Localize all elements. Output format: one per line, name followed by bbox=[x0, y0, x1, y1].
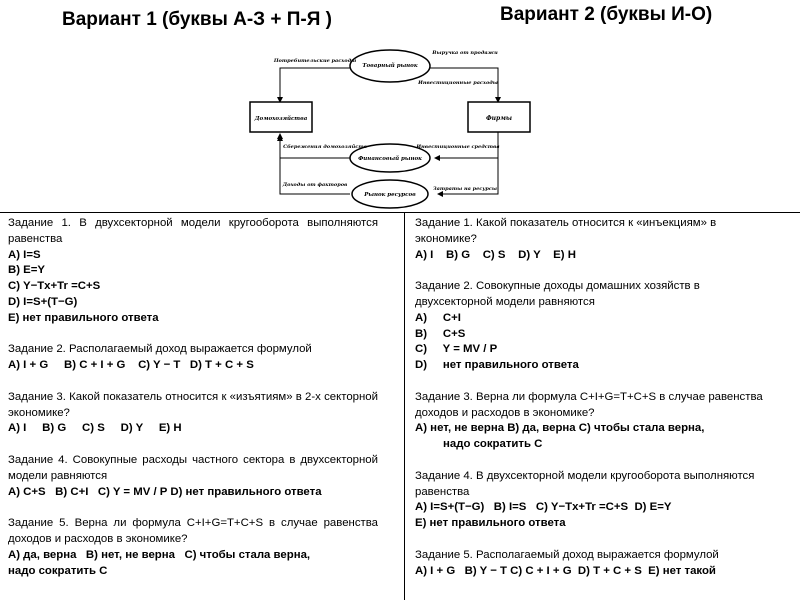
v1-task-1-text: В двухсекторной модели кругооборота выполняются равенства bbox=[8, 217, 378, 245]
v2-task-2 bbox=[415, 279, 775, 374]
v1-task-4-question bbox=[8, 453, 378, 485]
v2-task-3-question bbox=[415, 390, 775, 422]
consumer-spending-label: Потребительские расходы bbox=[273, 58, 357, 64]
v1-task-5 bbox=[8, 516, 378, 579]
circular-flow-diagram bbox=[240, 40, 540, 212]
v2-task-2-label: Задание 2. bbox=[415, 280, 473, 293]
v1-task-3-question bbox=[8, 390, 378, 422]
v1-task-3-text: Какой показатель относится к «изъятиям» в 2-х секторной экономике? bbox=[8, 390, 378, 419]
v2-task-1-label: Задание 1. bbox=[415, 217, 473, 229]
v2-task-5-options: A) I + G B) Y − T C) C + I + G D) T + C + S E) нет такой bbox=[415, 564, 716, 577]
v2-task-1-options: A) I B) G C) S D) Y E) H bbox=[415, 248, 576, 261]
v1-task-2-label: Задание 2. bbox=[8, 343, 66, 356]
v1-task-1-question bbox=[8, 216, 378, 248]
v2-task-5 bbox=[415, 548, 775, 580]
v2-task-5-question bbox=[415, 548, 775, 564]
resource-market-label: Рынок ресурсов bbox=[364, 192, 416, 198]
investment-spending-label: Инвестиционные расходы bbox=[418, 80, 498, 86]
v2-task-1 bbox=[415, 216, 775, 263]
horizontal-divider bbox=[0, 212, 800, 213]
variant1-tasks bbox=[8, 216, 378, 595]
v1-task-3-label: Задание 3. bbox=[8, 390, 66, 403]
goods-market-label: Товарный рынок bbox=[362, 63, 418, 69]
v2-task-5-text: Располагаемый доход выражается формулой bbox=[472, 548, 719, 561]
v1-task-4-text: Совокупные расходы частного сектора в двухсекторной модели равняются bbox=[8, 453, 378, 482]
vertical-divider bbox=[404, 212, 405, 600]
v2-task-4-options-line1: A) I=S+(T−G) B) I=S C) Y−Tx+Tr =C+S D) E=Y bbox=[415, 501, 672, 514]
v1-task-5-question bbox=[8, 516, 378, 548]
v1-task-5-text: Верна ли формула C+I+G=T+C+S в случае равенства доходов и расходов в экономике? bbox=[8, 517, 378, 545]
v1-task-4-label: Задание 4. bbox=[8, 453, 68, 466]
variant2-title: Вариант 2 (буквы И-О) bbox=[500, 4, 713, 25]
households-label: Домохозяйства bbox=[254, 116, 308, 122]
v1-task-2-question bbox=[8, 342, 378, 358]
v2-task-3-label: Задание 3. bbox=[415, 390, 473, 403]
v2-task-3 bbox=[415, 390, 775, 453]
v1-task-1-label: Задание 1. bbox=[8, 217, 71, 229]
resource-payments-label: Затраты на ресурсы bbox=[433, 186, 497, 192]
v1-task-3 bbox=[8, 390, 378, 437]
v2-task-1-question bbox=[415, 216, 775, 248]
v2-task-2-option-a: A) C+I bbox=[415, 311, 461, 324]
v2-task-4-label: Задание 4. bbox=[415, 469, 473, 482]
v2-task-2-option-d: D) нет правильного ответа bbox=[415, 359, 579, 372]
v1-task-3-options: A) I B) G C) S D) Y E) H bbox=[8, 422, 182, 435]
v2-task-3-text: Верна ли формула C+I+G=T+C+S в случае равенства доходов и расходов в экономике? bbox=[415, 390, 763, 419]
savings-label: Сбережения домохозяйств bbox=[283, 144, 367, 150]
v1-task-5-label: Задание 5. bbox=[8, 517, 69, 530]
v1-task-4-options: A) C+S B) C+I C) Y = MV / P D) нет правильного ответа bbox=[8, 485, 322, 498]
firms-label: Фирмы bbox=[485, 115, 513, 122]
v1-task-2 bbox=[8, 342, 378, 374]
v2-task-1-text: Какой показатель относится к «инъекциям» в экономике? bbox=[415, 217, 717, 245]
variant1-title: Вариант 1 (буквы А-З + П-Я ) bbox=[62, 9, 332, 30]
v1-task-1-option-e: E) нет правильного ответа bbox=[8, 311, 159, 324]
v1-task-4 bbox=[8, 453, 378, 500]
v2-task-4-options-line2: E) нет правильного ответа bbox=[415, 517, 566, 530]
financial-market-label: Финансовый рынок bbox=[358, 156, 422, 162]
flow-consumer-spending bbox=[280, 68, 350, 102]
v1-task-1-option-b: B) E=Y bbox=[8, 264, 46, 277]
v2-task-3-options-line1: A) нет, не верна B) да, верна C) чтобы стала верна, bbox=[415, 422, 705, 435]
variant2-tasks bbox=[415, 216, 775, 595]
v2-task-3-options-line2: надо сократить C bbox=[443, 438, 543, 451]
v2-task-4 bbox=[415, 469, 775, 532]
v2-task-2-option-b: B) C+S bbox=[415, 327, 466, 340]
v1-task-5-options-line2: надо сократить C bbox=[8, 564, 108, 577]
factor-income-label: Доходы от факторов bbox=[282, 182, 348, 188]
v1-task-1 bbox=[8, 216, 378, 327]
v1-task-2-text: Располагаемый доход выражается формулой bbox=[65, 343, 312, 356]
v1-task-1-option-c: C) Y−Tx+Tr =C+S bbox=[8, 280, 101, 293]
investment-funds-label: Инвестиционные средства bbox=[416, 144, 500, 150]
v1-task-5-options-line1: A) да, верна B) нет, не верна C) чтобы стала верна, bbox=[8, 548, 311, 561]
v1-task-2-options: A) I + G B) C + I + G C) Y − T D) T + C + S bbox=[8, 359, 254, 372]
v1-task-1-option-a: A) I=S bbox=[8, 248, 41, 261]
v2-task-2-text: Совокупные доходы домашних хозяйств в двухсекторной модели равняются bbox=[415, 280, 700, 308]
v2-task-4-text: В двухсекторной модели кругооборота выполняются равенства bbox=[415, 469, 755, 498]
sales-revenue-label: Выручка от продажи bbox=[432, 50, 498, 56]
v2-task-2-question bbox=[415, 279, 775, 311]
flow-resource-payments bbox=[438, 132, 498, 194]
v2-task-5-label: Задание 5. bbox=[415, 548, 473, 561]
v2-task-4-question bbox=[415, 469, 775, 501]
v1-task-1-option-d: D) I=S+(T−G) bbox=[8, 295, 78, 308]
v2-task-2-option-c: C) Y = MV / P bbox=[415, 343, 498, 356]
